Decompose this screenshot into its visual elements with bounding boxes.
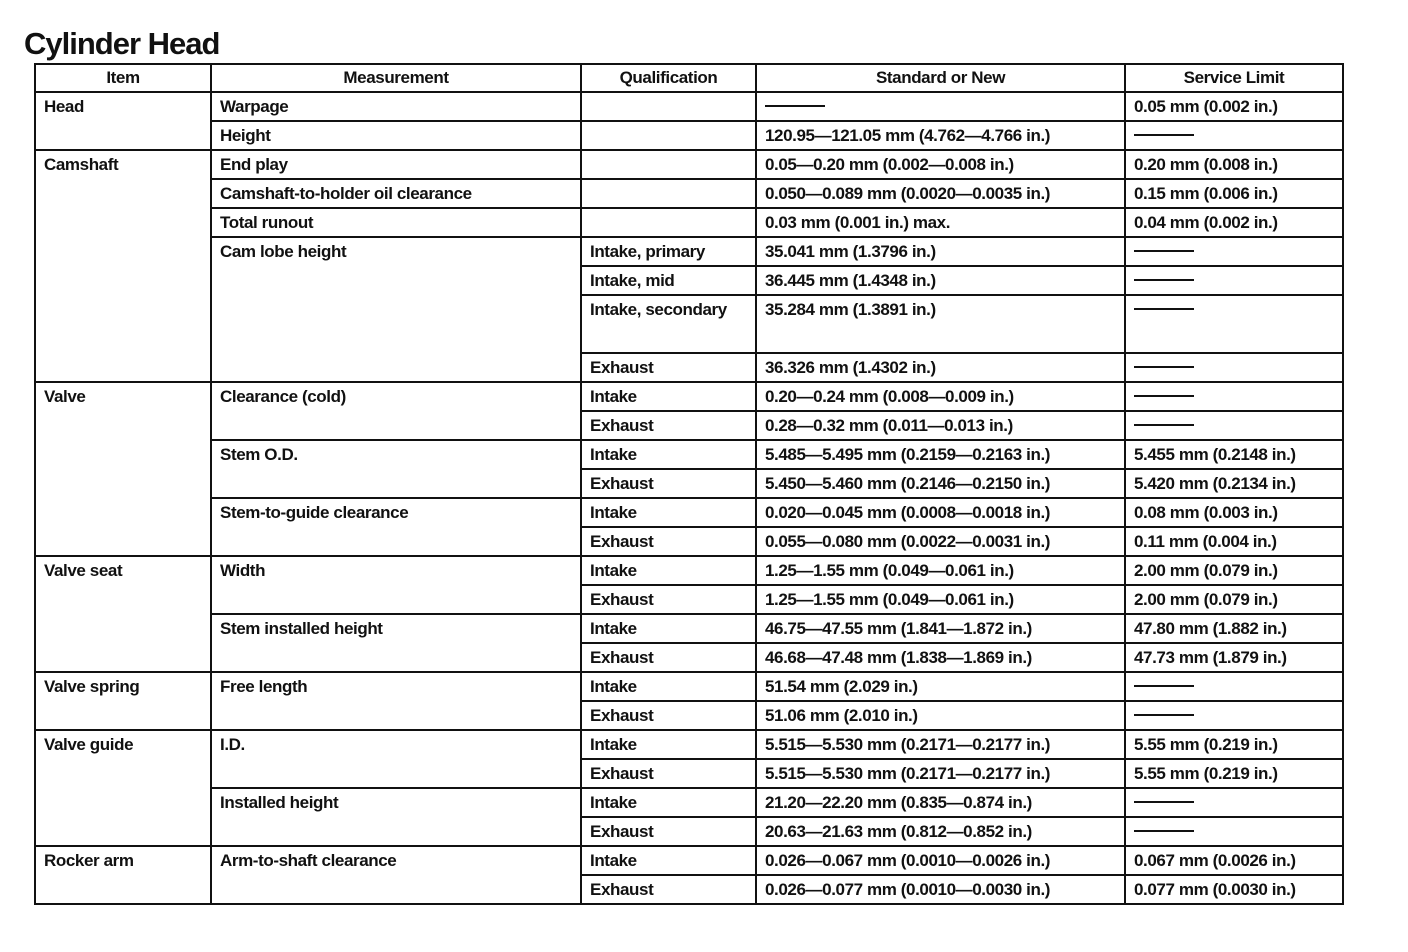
limit-cell: 2.00 mm (0.079 in.) <box>1125 556 1343 585</box>
standard-cell: 0.050—0.089 mm (0.0020—0.0035 in.) <box>756 179 1125 208</box>
limit-cell: 5.55 mm (0.219 in.) <box>1125 730 1343 759</box>
measurement-cell: Free length <box>211 672 581 730</box>
not-applicable-dash <box>1134 685 1194 687</box>
limit-cell: 5.455 mm (0.2148 in.) <box>1125 440 1343 469</box>
table-row <box>35 382 1343 411</box>
limit-cell <box>1125 266 1343 295</box>
limit-cell: 47.80 mm (1.882 in.) <box>1125 614 1343 643</box>
limit-cell: 5.420 mm (0.2134 in.) <box>1125 469 1343 498</box>
qualification-cell: Exhaust <box>581 701 756 730</box>
qualification-cell: Intake <box>581 382 756 411</box>
item-cell: Valve guide <box>35 730 211 846</box>
standard-cell: 0.020—0.045 mm (0.0008—0.0018 in.) <box>756 498 1125 527</box>
table-row <box>35 121 1343 150</box>
standard-cell: 0.026—0.067 mm (0.0010—0.0026 in.) <box>756 846 1125 875</box>
qualification-cell <box>581 121 756 150</box>
limit-cell <box>1125 353 1343 382</box>
measurement-cell: I.D. <box>211 730 581 788</box>
limit-cell: 47.73 mm (1.879 in.) <box>1125 643 1343 672</box>
measurement-cell: Total runout <box>211 208 581 237</box>
header-qualification: Qualification <box>581 64 756 92</box>
qualification-cell: Exhaust <box>581 353 756 382</box>
qualification-cell: Intake <box>581 614 756 643</box>
not-applicable-dash <box>1134 395 1194 397</box>
measurement-cell: Cam lobe height <box>211 237 581 382</box>
table-row <box>35 614 1343 643</box>
measurement-cell: Camshaft-to-holder oil clearance <box>211 179 581 208</box>
qualification-cell <box>581 92 756 121</box>
table-row <box>35 440 1343 469</box>
limit-cell <box>1125 121 1343 150</box>
limit-cell <box>1125 701 1343 730</box>
limit-cell: 0.15 mm (0.006 in.) <box>1125 179 1343 208</box>
standard-cell: 51.54 mm (2.029 in.) <box>756 672 1125 701</box>
standard-cell: 0.026—0.077 mm (0.0010—0.0030 in.) <box>756 875 1125 904</box>
qualification-cell: Intake <box>581 498 756 527</box>
limit-cell: 5.55 mm (0.219 in.) <box>1125 759 1343 788</box>
not-applicable-dash <box>1134 830 1194 832</box>
not-applicable-dash <box>1134 714 1194 716</box>
not-applicable-dash <box>1134 279 1194 281</box>
standard-cell: 0.05—0.20 mm (0.002—0.008 in.) <box>756 150 1125 179</box>
qualification-cell: Exhaust <box>581 875 756 904</box>
standard-cell: 0.28—0.32 mm (0.011—0.013 in.) <box>756 411 1125 440</box>
table-row <box>35 208 1343 237</box>
item-cell: Valve <box>35 382 211 556</box>
standard-cell: 5.515—5.530 mm (0.2171—0.2177 in.) <box>756 730 1125 759</box>
limit-cell: 0.04 mm (0.002 in.) <box>1125 208 1343 237</box>
limit-cell <box>1125 237 1343 266</box>
standard-cell: 36.326 mm (1.4302 in.) <box>756 353 1125 382</box>
limit-cell: 0.067 mm (0.0026 in.) <box>1125 846 1343 875</box>
limit-cell: 0.05 mm (0.002 in.) <box>1125 92 1343 121</box>
qualification-cell: Intake <box>581 672 756 701</box>
table-row <box>35 672 1343 701</box>
standard-cell: 20.63—21.63 mm (0.812—0.852 in.) <box>756 817 1125 846</box>
qualification-cell: Intake, secondary <box>581 295 756 353</box>
standard-cell <box>756 92 1125 121</box>
qualification-cell: Exhaust <box>581 643 756 672</box>
measurement-cell: Stem-to-guide clearance <box>211 498 581 556</box>
measurement-cell: Width <box>211 556 581 614</box>
table-header-row <box>35 64 1343 92</box>
not-applicable-dash <box>1134 134 1194 136</box>
standard-cell: 120.95—121.05 mm (4.762—4.766 in.) <box>756 121 1125 150</box>
qualification-cell: Intake, primary <box>581 237 756 266</box>
qualification-cell: Exhaust <box>581 585 756 614</box>
item-cell: Head <box>35 92 211 150</box>
qualification-cell: Intake <box>581 846 756 875</box>
limit-cell: 0.11 mm (0.004 in.) <box>1125 527 1343 556</box>
qualification-cell: Exhaust <box>581 817 756 846</box>
measurement-cell: Height <box>211 121 581 150</box>
table-row <box>35 498 1343 527</box>
limit-cell <box>1125 817 1343 846</box>
table-row <box>35 237 1343 266</box>
limit-cell: 0.20 mm (0.008 in.) <box>1125 150 1343 179</box>
not-applicable-dash <box>1134 801 1194 803</box>
standard-cell: 5.485—5.495 mm (0.2159—0.2163 in.) <box>756 440 1125 469</box>
not-applicable-dash <box>1134 250 1194 252</box>
standard-cell: 5.515—5.530 mm (0.2171—0.2177 in.) <box>756 759 1125 788</box>
table-row <box>35 92 1343 121</box>
measurement-cell: Stem installed height <box>211 614 581 672</box>
header-item: Item <box>35 64 211 92</box>
limit-cell <box>1125 411 1343 440</box>
table-row <box>35 556 1343 585</box>
standard-cell: 5.450—5.460 mm (0.2146—0.2150 in.) <box>756 469 1125 498</box>
qualification-cell: Intake, mid <box>581 266 756 295</box>
qualification-cell: Intake <box>581 440 756 469</box>
table-row <box>35 788 1343 817</box>
header-standard: Standard or New <box>756 64 1125 92</box>
measurement-cell: Stem O.D. <box>211 440 581 498</box>
not-applicable-dash <box>1134 366 1194 368</box>
item-cell: Camshaft <box>35 150 211 382</box>
qualification-cell <box>581 150 756 179</box>
qualification-cell <box>581 208 756 237</box>
standard-cell: 51.06 mm (2.010 in.) <box>756 701 1125 730</box>
limit-cell <box>1125 295 1343 353</box>
qualification-cell: Exhaust <box>581 527 756 556</box>
item-cell: Valve spring <box>35 672 211 730</box>
measurement-cell: End play <box>211 150 581 179</box>
qualification-cell: Exhaust <box>581 411 756 440</box>
not-applicable-dash <box>765 105 825 107</box>
measurement-cell: Arm-to-shaft clearance <box>211 846 581 904</box>
measurement-cell: Clearance (cold) <box>211 382 581 440</box>
standard-cell: 46.68—47.48 mm (1.838—1.869 in.) <box>756 643 1125 672</box>
not-applicable-dash <box>1134 424 1194 426</box>
item-cell: Valve seat <box>35 556 211 672</box>
limit-cell: 2.00 mm (0.079 in.) <box>1125 585 1343 614</box>
not-applicable-dash <box>1134 308 1194 310</box>
limit-cell <box>1125 788 1343 817</box>
qualification-cell: Intake <box>581 730 756 759</box>
standard-cell: 0.055—0.080 mm (0.0022—0.0031 in.) <box>756 527 1125 556</box>
qualification-cell: Intake <box>581 556 756 585</box>
page-title: Cylinder Head <box>24 26 220 61</box>
standard-cell: 36.445 mm (1.4348 in.) <box>756 266 1125 295</box>
standard-cell: 35.041 mm (1.3796 in.) <box>756 237 1125 266</box>
qualification-cell: Intake <box>581 788 756 817</box>
table-row <box>35 846 1343 875</box>
standard-cell: 1.25—1.55 mm (0.049—0.061 in.) <box>756 556 1125 585</box>
header-measurement: Measurement <box>211 64 581 92</box>
measurement-cell: Warpage <box>211 92 581 121</box>
qualification-cell <box>581 179 756 208</box>
standard-cell: 0.20—0.24 mm (0.008—0.009 in.) <box>756 382 1125 411</box>
standard-cell: 21.20—22.20 mm (0.835—0.874 in.) <box>756 788 1125 817</box>
qualification-cell: Exhaust <box>581 759 756 788</box>
measurement-cell: Installed height <box>211 788 581 846</box>
limit-cell: 0.08 mm (0.003 in.) <box>1125 498 1343 527</box>
table-row <box>35 150 1343 179</box>
table-row <box>35 179 1343 208</box>
standard-cell: 0.03 mm (0.001 in.) max. <box>756 208 1125 237</box>
table-row <box>35 730 1343 759</box>
standard-cell: 35.284 mm (1.3891 in.) <box>756 295 1125 353</box>
item-cell: Rocker arm <box>35 846 211 904</box>
standard-cell: 1.25—1.55 mm (0.049—0.061 in.) <box>756 585 1125 614</box>
limit-cell <box>1125 672 1343 701</box>
limit-cell <box>1125 382 1343 411</box>
cylinder-head-spec-table <box>34 63 1344 905</box>
header-service-limit: Service Limit <box>1125 64 1343 92</box>
limit-cell: 0.077 mm (0.0030 in.) <box>1125 875 1343 904</box>
qualification-cell: Exhaust <box>581 469 756 498</box>
standard-cell: 46.75—47.55 mm (1.841—1.872 in.) <box>756 614 1125 643</box>
